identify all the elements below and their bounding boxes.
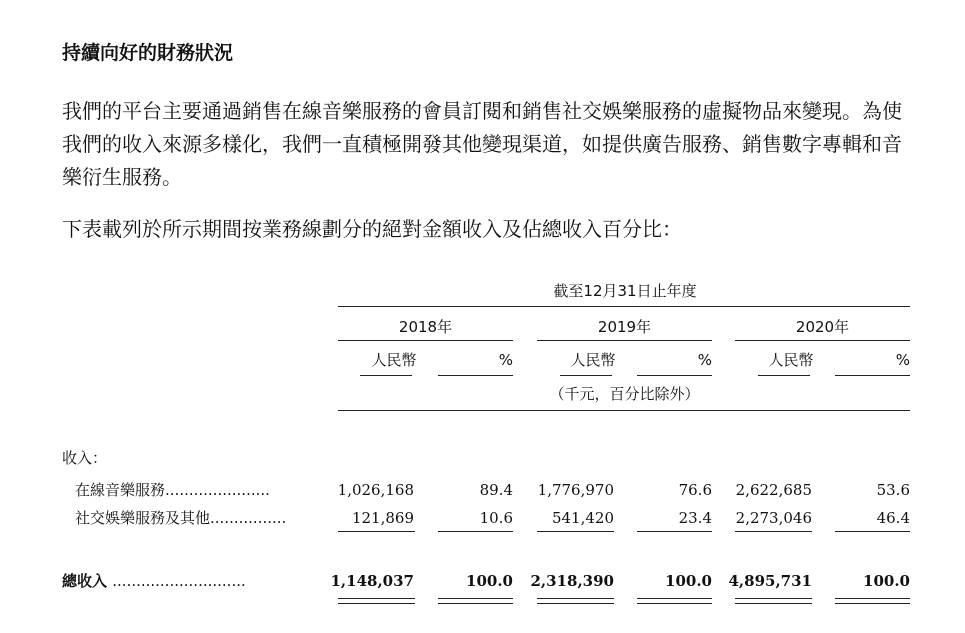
- units-rule: [338, 410, 910, 411]
- total-cell: 4,895,731: [728, 572, 812, 590]
- percent-label-2018: %: [498, 351, 513, 369]
- year-rule-2018: [338, 340, 513, 341]
- subtotal-rule: [537, 531, 614, 532]
- total-double-rule: [537, 598, 614, 604]
- row-label-total: 總收入 ............................: [62, 572, 246, 590]
- cell: 2,622,685: [735, 481, 812, 499]
- cell: 89.4: [479, 481, 513, 499]
- total-cell: 1,148,037: [330, 572, 414, 590]
- year-2019: 2019年: [597, 318, 652, 336]
- cell: 2,273,046: [735, 509, 812, 527]
- total-double-rule: [835, 598, 910, 604]
- sub-rule: [560, 375, 612, 376]
- year-2018: 2018年: [398, 318, 453, 336]
- year-rule-2020: [735, 340, 910, 341]
- total-cell: 100.0: [466, 572, 513, 590]
- percent-label-2019: %: [697, 351, 712, 369]
- units-note: （千元，百分比除外）: [549, 385, 700, 403]
- cell: 76.6: [678, 481, 712, 499]
- subtotal-rule: [637, 531, 712, 532]
- subtotal-rule: [438, 531, 513, 532]
- subtotal-rule: [835, 531, 910, 532]
- total-double-rule: [637, 598, 712, 604]
- section-heading: 持續向好的財務狀況: [62, 42, 234, 64]
- sub-rule: [360, 375, 412, 376]
- cell: 121,869: [351, 509, 414, 527]
- total-cell: 100.0: [665, 572, 712, 590]
- total-cell: 100.0: [863, 572, 910, 590]
- subtotal-rule: [338, 531, 415, 532]
- cell: 10.6: [479, 509, 513, 527]
- row-label-online-music: 在線音樂服務......................: [75, 481, 270, 499]
- sub-rule: [758, 375, 810, 376]
- total-double-rule: [735, 598, 812, 604]
- total-double-rule: [438, 598, 513, 604]
- year-rule-2019: [537, 340, 712, 341]
- currency-label-2019: 人民幣: [570, 351, 616, 369]
- paragraph-monetization: 我們的平台主要通過銷售在線音樂服務的會員訂閱和銷售社交娛樂服務的虛擬物品來變現。為使我們的收入來源多樣化，我們一直積極開發其他變現渠道，如提供廣告服務、銷售數字專輯和音樂衍生服務。: [62, 99, 902, 189]
- subtotal-rule: [735, 531, 812, 532]
- row-label-social-entertainment: 社交娛樂服務及其他................: [75, 509, 287, 527]
- year-2020: 2020年: [795, 318, 850, 336]
- total-double-rule: [338, 598, 415, 604]
- percent-label-2020: %: [895, 351, 910, 369]
- sub-rule: [637, 375, 712, 376]
- cell: 1,776,970: [537, 481, 614, 499]
- cell: 53.6: [876, 481, 910, 499]
- cell: 1,026,168: [337, 481, 414, 499]
- section-label-revenue: 收入：: [62, 449, 108, 467]
- paragraph-table-intro: 下表載列於所示期間按業務線劃分的絕對金額收入及佔總收入百分比：: [62, 217, 682, 241]
- currency-label-2020: 人民幣: [768, 351, 814, 369]
- sub-rule: [438, 375, 513, 376]
- cell: 23.4: [678, 509, 712, 527]
- total-cell: 2,318,390: [530, 572, 614, 590]
- header-rule: [338, 306, 910, 307]
- period-header: 截至12月31日止年度: [553, 282, 697, 300]
- cell: 46.4: [876, 509, 910, 527]
- cell: 541,420: [551, 509, 614, 527]
- sub-rule: [835, 375, 910, 376]
- currency-label-2018: 人民幣: [371, 351, 417, 369]
